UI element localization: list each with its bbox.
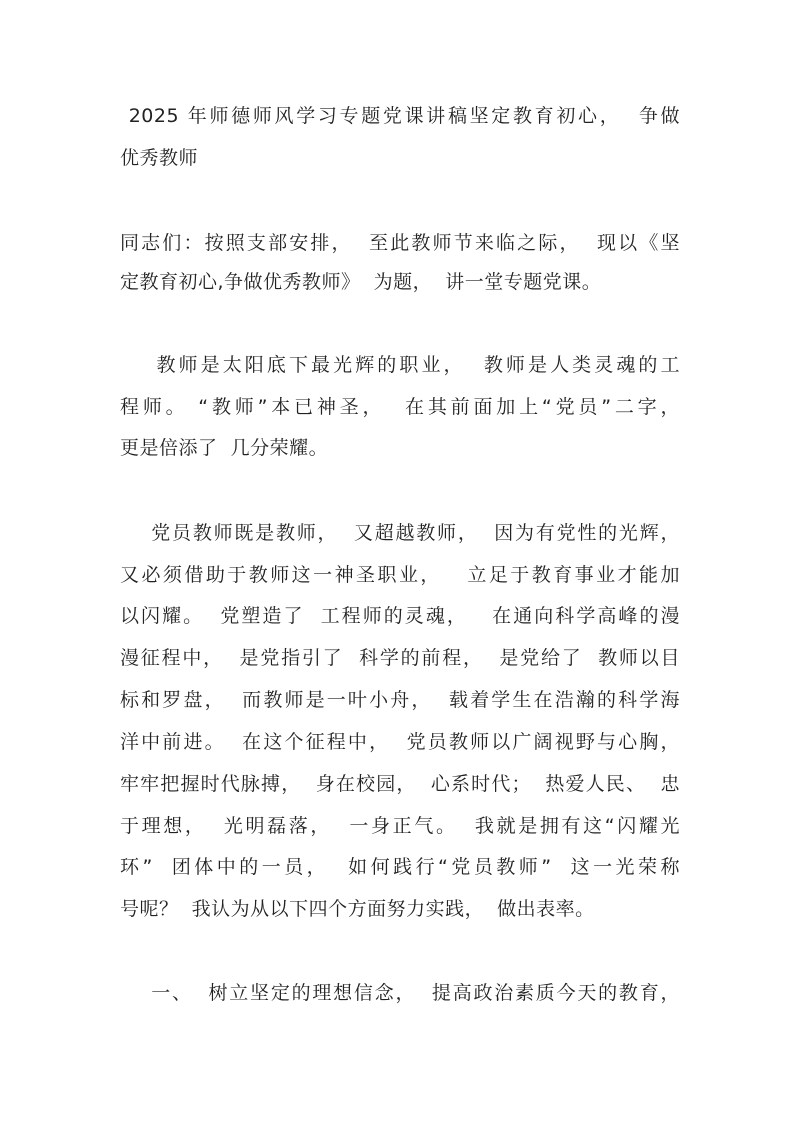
paragraph-3-line-9: 环” 团体中的一员， 如何践行“党员教师” 这一光荣称: [120, 856, 680, 878]
paragraph-3-line-6: 洋中前进。 在这个征程中， 党员教师以广阔视野与心胸，: [120, 731, 680, 753]
paragraph-3-line-10: 号呢？ 我认为从以下四个方面努力实践， 做出表率。: [120, 898, 595, 920]
document-title-line-2: 优秀教师: [120, 147, 199, 169]
paragraph-2-line-1: 教师是太阳底下最光辉的职业， 教师是人类灵魂的工: [120, 354, 680, 376]
paragraph-1-line-2: 定教育初心,争做优秀教师》 为题， 讲一堂专题党课。: [120, 271, 602, 293]
paragraph-3-line-1: 党员教师既是教师， 又超越教师， 因为有党性的光辉，: [120, 522, 680, 544]
paragraph-3-line-4: 漫征程中， 是党指引了 科学的前程， 是党给了 教师以目: [120, 647, 680, 669]
paragraph-1-line-1: 同志们：按照支部安排， 至此教师节来临之际， 现以《坚: [120, 232, 680, 254]
paragraph-3-line-8: 于理想， 光明磊落， 一身正气。 我就是拥有这“闪耀光: [120, 815, 680, 837]
paragraph-4-line-1: 一、 树立坚定的理想信念， 提高政治素质今天的教育，: [120, 982, 680, 1004]
paragraph-3-line-3: 以闪耀。 党塑造了 工程师的灵魂， 在通向科学高峰的漫: [120, 605, 680, 627]
paragraph-3-line-2: 又必须借助于教师这一神圣职业， 立足于教育事业才能加: [120, 564, 680, 586]
paragraph-2-line-3: 更是倍添了 几分荣耀。: [120, 437, 329, 459]
paragraph-3-line-5: 标和罗盘， 而教师是一叶小舟， 载着学生在浩瀚的科学海: [120, 689, 680, 711]
document-title-line-1: 2025 年师德师风学习专题党课讲稿坚定教育初心， 争做: [120, 105, 680, 127]
paragraph-3-line-7: 牢牢把握时代脉搏， 身在校园， 心系时代； 热爱人民、 忠: [120, 773, 680, 795]
paragraph-2-line-2: 程师。 “教师”本已神圣， 在其前面加上“党员”二字，: [120, 396, 680, 418]
